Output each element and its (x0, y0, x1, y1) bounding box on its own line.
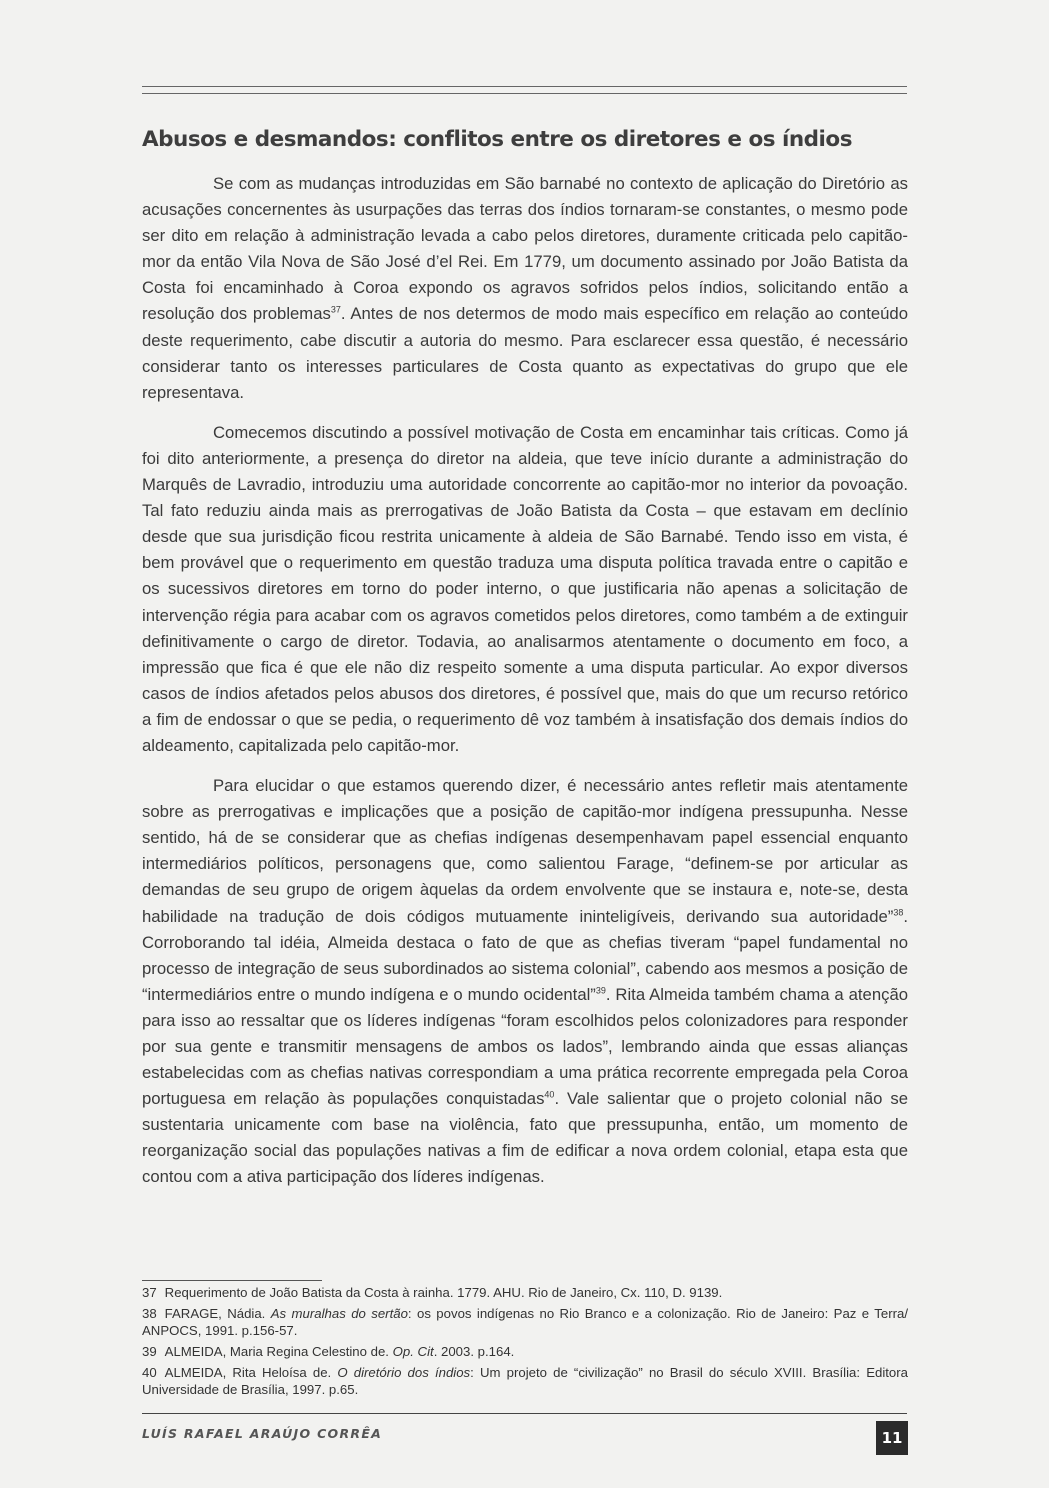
footnote-separator (142, 1280, 322, 1281)
footnote-ref-40[interactable]: 40 (544, 1089, 555, 1100)
page-number: 11 (876, 1421, 908, 1455)
paragraph-1: Se com as mudanças introduzidas em São barnabé no contexto de aplicação do Diretório as acusações concernentes às usurpações das terras dos índios tornaram-se constantes, o mesmo pode ser dito em relação à administração levada a cabo pelos diretores, duramente criticada pelo capitão-mor da então Vila Nova de São José d’el Rei. Em 1779, um documento assinado por João Batista da Costa foi encaminhado à Coroa expondo os agravos sofridos pelos índios, solicitando então a resolução dos problemas$^{37}$. Antes de nos determos de modo mais específico em relação ao conteúdo deste requerimento, cabe discutir a autoria do mesmo. Para esclarecer essa questão, é necessário considerar tanto os interesses particulares de Costa quanto as expectativas do grupo que ele representava. (142, 174, 908, 402)
footnote-40: 40 ALMEIDA, Rita Heloísa de. O diretório dos índios: Um projeto de “civilização” no Brasil do século XVIII. Brasília: Editora Universidade de Brasília, 1997. p.65. (142, 1365, 908, 1397)
footnotes (142, 1284, 908, 1402)
footnote-37: 37 Requerimento de João Batista da Costa à rainha. 1779. AHU. Rio de Janeiro, Cx. 110, D. 9139. (142, 1285, 723, 1300)
section-heading: Abusos e desmandos: conflitos entre os diretores e os índios (142, 127, 852, 152)
footer-author: LUÍS RAFAEL ARAÚJO CORRÊA (142, 1426, 383, 1441)
footer-rule (142, 1413, 907, 1414)
footnote-38: 38 FARAGE, Nádia. As muralhas do sertão: os povos indígenas no Rio Branco e a colonização. Rio de Janeiro: Paz e Terra/ ANPOCS, 1991. p.156-57. (142, 1306, 909, 1338)
footnote-ref-39[interactable]: 39 (595, 985, 606, 996)
paragraph-2: Comecemos discutindo a possível motivação de Costa em encaminhar tais críticas. Como já foi dito anteriormente, a presença do diretor na aldeia, que teve início durante a administração do Marquês de Lavradio, introduziu uma autoridade concorrente ao capitão-mor no interior da povoação. Tal fato reduziu ainda mais as prerrogativas de João Batista da Costa – que estavam em declínio desde que sua jurisdição ficou restrita unicamente à aldeia de São Barnabé. Tendo isso em vista, é bem provável que o requerimento em questão traduza uma disputa política travada entre o capitão e os sucessivos diretores em torno do poder interno, o que justificaria não apenas a solicitação de intervenção régia para acabar com os agravos cometidos pelos diretores, como também a de extinguir definitivamente o cargo de diretor. Todavia, ao analisarmos atentamente o documento em foco, a impressão que fica é que ele não diz respeito somente a uma disputa particular. Ao expor diversos casos de índios afetados pelos abusos dos diretores, é possível que, mais do que um recurso retórico a fim de endossar o que se pedia, o requerimento dê voz também à insatisfação dos demais índios do aldeamento, capitalizada pelo capitão-mor. (142, 422, 908, 755)
footnote-39: 39 ALMEIDA, Maria Regina Celestino de. Op. Cit. 2003. p.164. (142, 1344, 515, 1359)
body-text (142, 171, 908, 1205)
footnote-ref-37[interactable]: 37 (330, 304, 341, 315)
footnote-ref-38[interactable]: 38 (893, 906, 904, 917)
top-rule (142, 86, 907, 94)
paragraph-3: Para elucidar o que estamos querendo dizer, é necessário antes refletir mais atentamente sobre as prerrogativas e implicações que a posição de capitão-mor indígena pressupunha. Nesse sentido, há de se considerar que as chefias indígenas desempenhavam papel essencial enquanto intermediários políticos, personagens que, como salientou Farage, “definem-se por articular as demandas de seu grupo de origem àquelas da ordem envolvente que se instaura e, note-se, desta habilidade na tradução de dois códigos mutuamente ininteligíveis, derivando sua autoridade”$^{38}$. Corroborando tal idéia, Almeida destaca o fato de que as chefias tiveram “papel fundamental no processo de integração de seus subordinados ao sistema colonial”, cabendo aos mesmos a posição de “intermediários entre o mundo indígena e o mundo ocidental”$^{39}$. Rita Almeida também chama a atenção para isso ao ressaltar que os líderes indígenas “foram escolhidos pelos colonizadores para responder por sua gente e transmitir mensagens de ambos os lados”, lembrando ainda que essas alianças estabelecidas com as chefias nativas correspondiam a uma prática recorrente empregada pela Coroa portuguesa em relação às populações conquistadas$^{40}$. Vale salientar que o projeto colonial não se sustentaria unicamente com base na violência, fato que pressupunha, então, um momento de reorganização social das populações nativas a fim de edificar a nova ordem colonial, etapa esta que contou com a ativa participação dos líderes indígenas. (142, 776, 909, 1187)
